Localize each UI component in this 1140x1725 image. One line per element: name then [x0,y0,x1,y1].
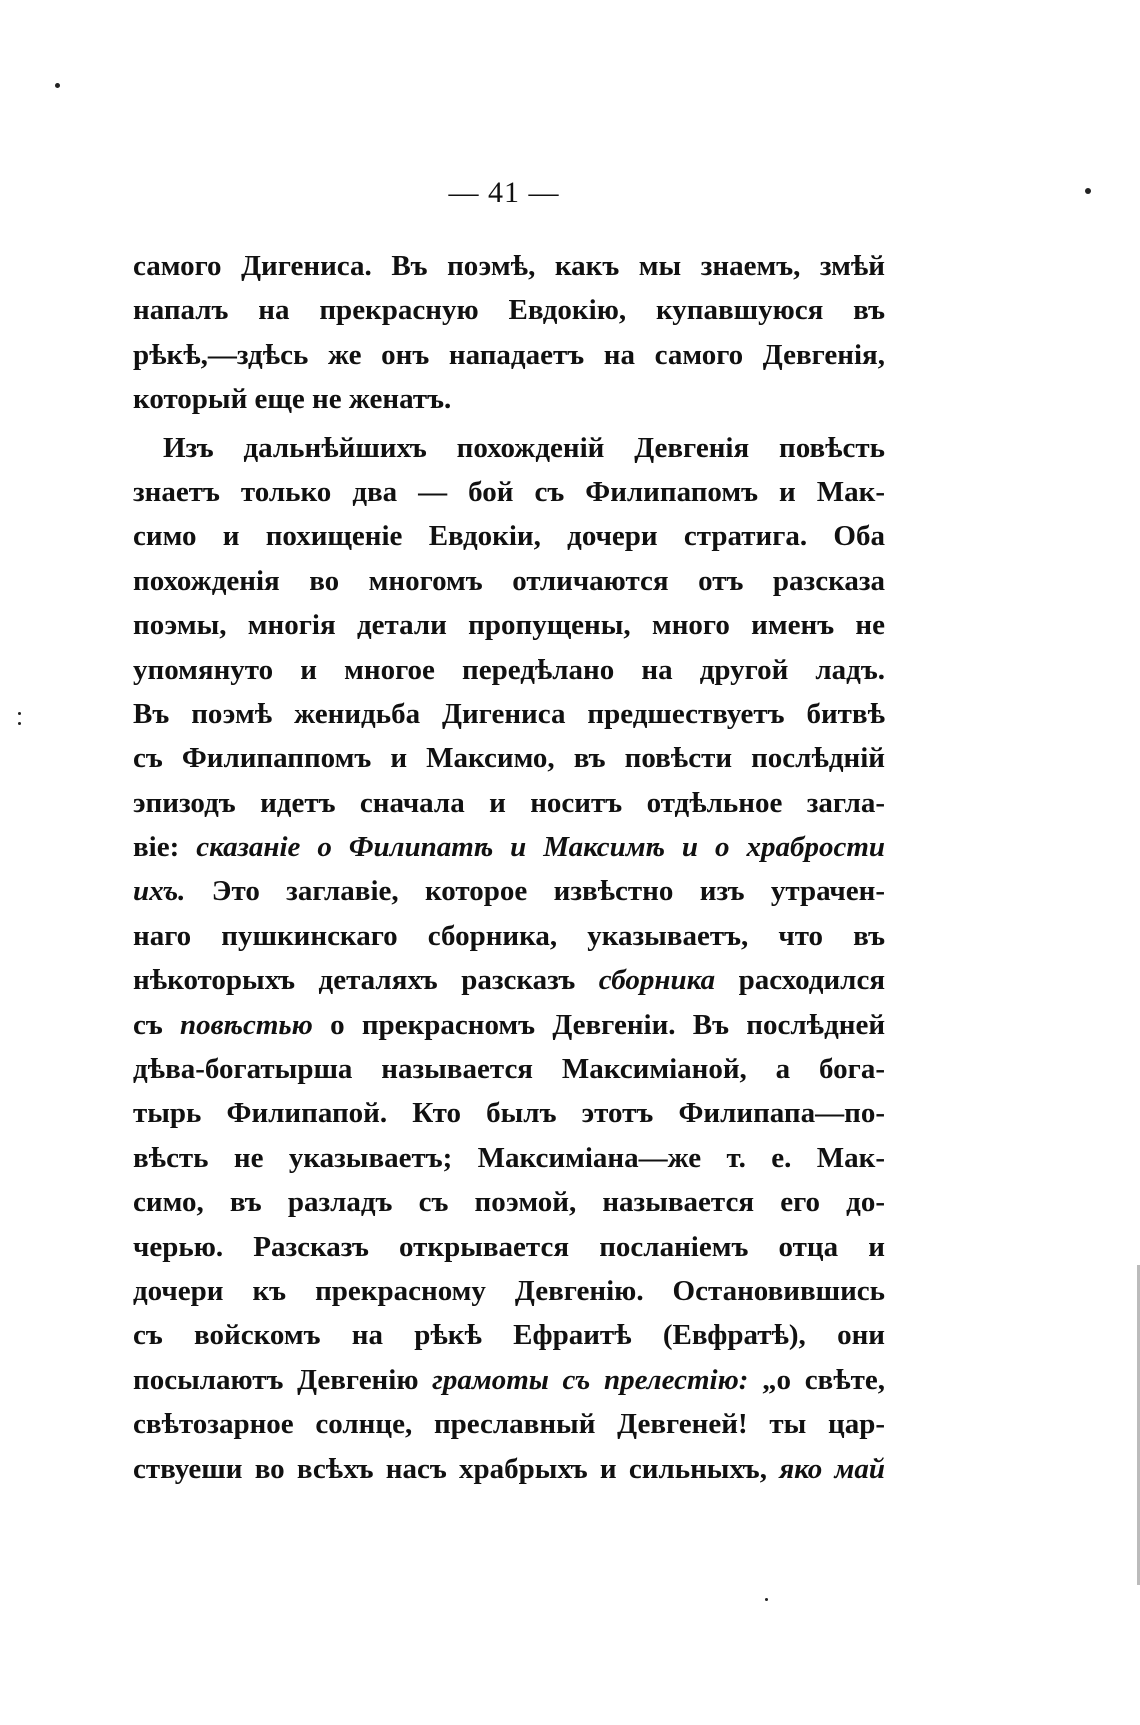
page-number: — 41 — [448,176,560,209]
text-line: симо, въ разладъ съ поэмой, называется его до- [133,1186,885,1219]
scan-speck [18,722,21,725]
text-fragment: расходился [738,964,886,997]
text-line: поэмы, многія детали пропущены, много именъ не [133,609,885,642]
italic-title: ихъ. [133,875,186,908]
text-line: самого Дигениса. Въ поэмѣ, какъ мы знаемъ, змѣй [133,250,885,282]
italic-phrase: грамоты съ прелестію: [432,1363,749,1396]
text-line: тырь Филипапой. Кто былъ этотъ Филипапа—по- [133,1097,885,1130]
scan-speck [765,1598,768,1601]
text-line: черью. Разсказъ открывается посланіемъ отца и [133,1230,885,1263]
text-line: вѣсть не указываетъ; Максиміана—же т. е. Мак- [133,1141,885,1174]
text-line [133,958,885,1002]
text-fragment: съ [133,1008,163,1041]
text-fragment: ствуеши во всѣхъ насъ храбрыхъ и сильныхъ, [133,1452,767,1485]
text-line: похожденія во многомъ отличаются отъ разсказа [133,564,885,597]
text-fragment: посылаютъ Девгенію [133,1363,419,1396]
text-fragment: „о свѣте, [762,1363,885,1396]
scan-speck [55,83,60,88]
text-line: симо и похищеніе Евдокіи, дочери стратига. Оба [133,520,885,553]
text-line [133,1447,885,1491]
text-line [133,1003,885,1047]
text-line: напалъ на прекрасную Евдокію, купавшуюся въ [133,294,885,327]
text-fragment: віе: [133,831,180,864]
italic-phrase: яко май [779,1452,885,1485]
text-line: Изъ дальнѣйшихъ похожденій Девгенія повѣсть [163,431,885,464]
text-line: Въ поэмѣ женидьба Дигениса предшествуетъ битвѣ [133,697,885,730]
text-line: съ войскомъ на рѣкѣ Ефраитѣ (Евфратѣ), они [133,1319,885,1352]
text-fragment: нѣкоторыхъ деталяхъ разсказъ [133,964,576,997]
text-fragment: Это заглавіе, которое извѣстно изъ утрачен- [211,875,886,908]
text-line: дѣва-богатырша называется Максиміаной, а бога- [133,1053,885,1086]
text-line: эпизодъ идетъ сначала и носитъ отдѣльное загла- [133,786,885,819]
body-text [133,244,885,1491]
italic-word: сборника [598,964,716,997]
text-line [133,825,885,869]
text-line: рѣкѣ,—здѣсь же онъ нападаетъ на самого Девгенія, [133,338,885,371]
text-line: который еще не женатъ. [133,383,452,416]
italic-title: сказаніе о Филипатѣ и Максимѣ и о храбрости [196,831,886,864]
text-line [133,869,885,913]
text-line: упомянуто и многое передѣлано на другой ладъ. [133,653,885,686]
text-line [133,1358,885,1402]
italic-word: повѣстью [180,1008,313,1041]
text-line: наго пушкинскаго сборника, указываетъ, что въ [133,919,885,952]
text-line: знаетъ только два — бой съ Филипапомъ и Мак- [133,475,885,508]
text-line: дочери къ прекрасному Девгенію. Остановившись [133,1274,885,1307]
scan-speck [1085,188,1091,194]
text-line: съ Филипаппомъ и Максимо, въ повѣсти послѣдній [133,742,885,775]
text-fragment: о прекрасномъ Девгеніи. Въ послѣдней [330,1008,886,1041]
text-line: свѣтозарное солнце, преславный Девгеней! ты цар- [133,1408,885,1441]
scan-speck [18,712,21,715]
